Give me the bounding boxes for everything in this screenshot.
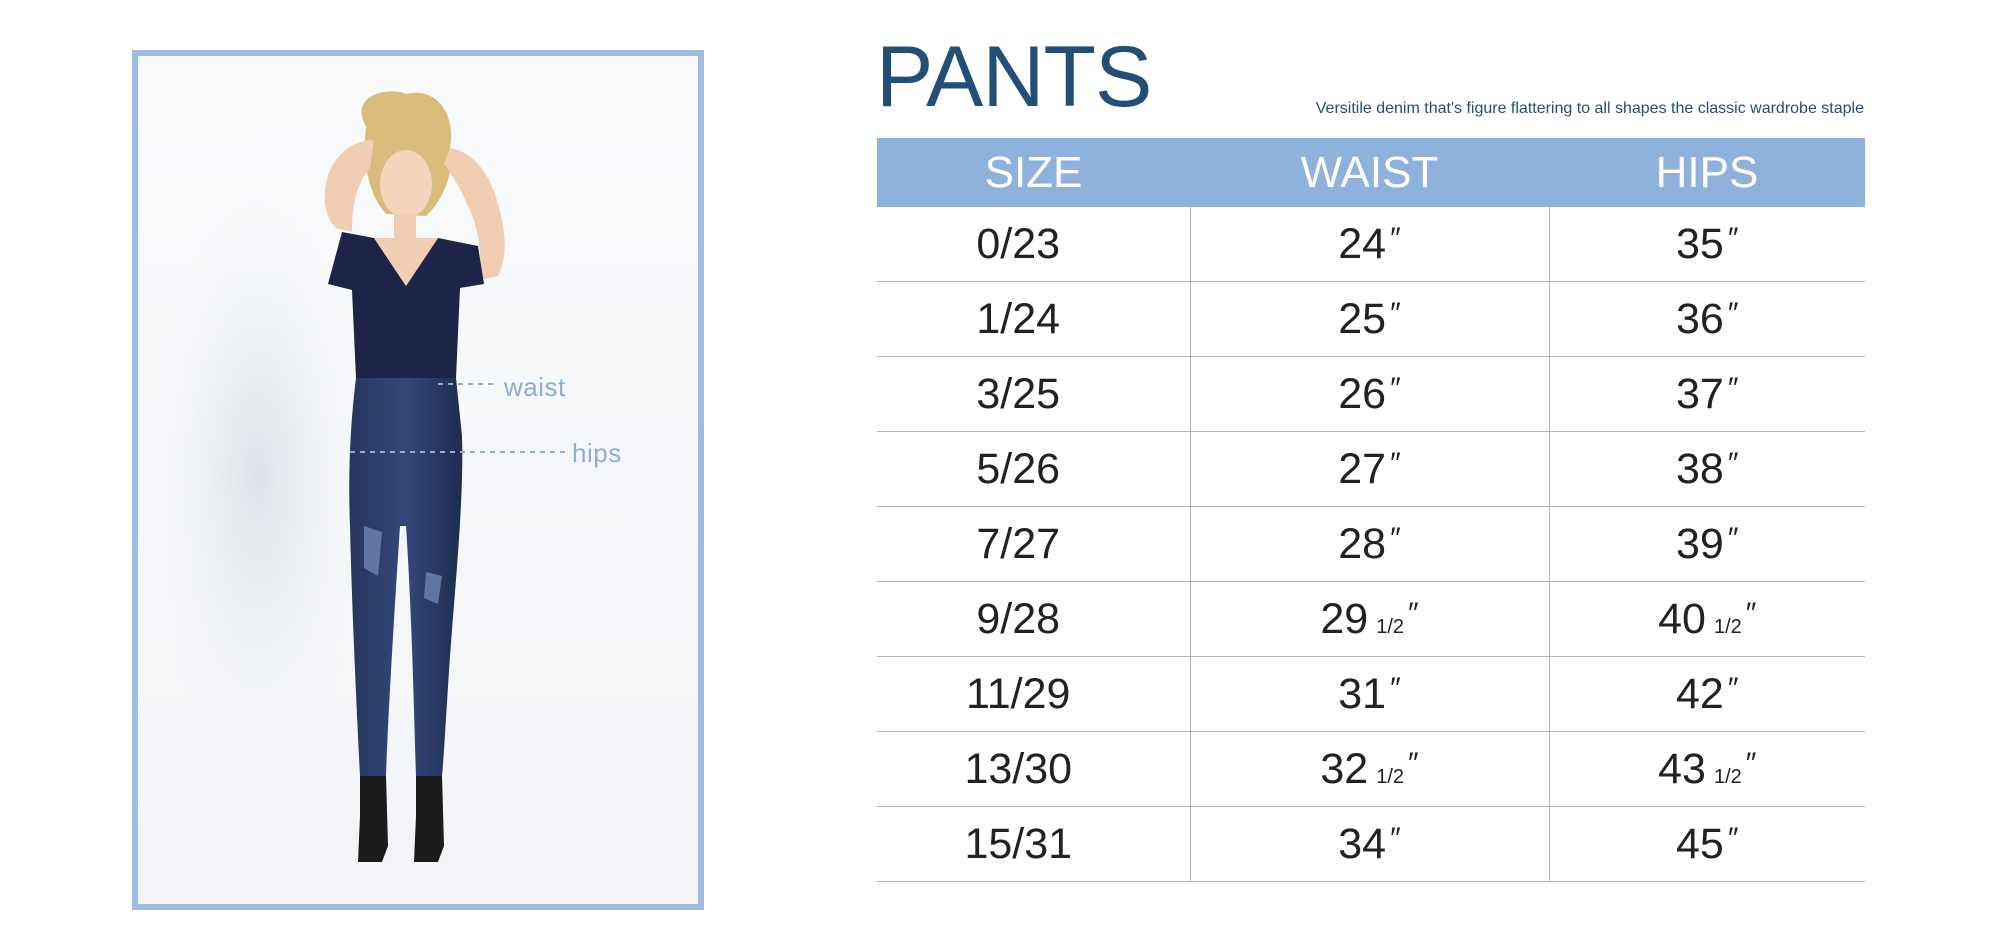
table-row [877, 207, 1865, 282]
waist-value: 25 [1338, 294, 1387, 343]
waist-cell [1190, 357, 1549, 432]
size-cell: 0/23 [877, 207, 1190, 282]
hips-value: 45 [1676, 819, 1724, 868]
size-cell: 15/31 [877, 807, 1190, 882]
waist-value: 32 [1320, 744, 1369, 793]
hips-value: 35 [1676, 219, 1724, 268]
column-header-size: SIZE [877, 138, 1190, 207]
hips-cell [1549, 432, 1865, 507]
waist-value: 28 [1338, 519, 1387, 568]
hips-value: 37 [1676, 369, 1724, 418]
table-row [877, 507, 1865, 582]
inch-mark: ″ [1390, 821, 1401, 855]
size-cell: 9/28 [877, 582, 1190, 657]
waist-value: 29 [1320, 594, 1369, 643]
waist-value: 31 [1338, 669, 1387, 718]
waist-cell [1190, 282, 1549, 357]
table-row [877, 732, 1865, 807]
inch-mark: ″ [1727, 221, 1739, 255]
column-header-hips: HIPS [1549, 138, 1865, 207]
size-cell: 3/25 [877, 357, 1190, 432]
hips-cell [1549, 207, 1865, 282]
table-row [877, 432, 1865, 507]
hips-cell [1549, 507, 1865, 582]
hips-cell [1549, 357, 1865, 432]
hips-cell [1549, 282, 1865, 357]
inch-mark: ″ [1727, 521, 1739, 555]
inch-mark: ″ [1390, 521, 1401, 555]
waist-value: 27 [1338, 444, 1387, 493]
page-subtitle: Versitile denim that's figure flattering to all shapes the classic wardrobe staple [1315, 100, 1864, 117]
size-cell: 5/26 [877, 432, 1190, 507]
page-title: PANTS [876, 29, 1152, 125]
hips-cell [1549, 807, 1865, 882]
hips-cell [1549, 657, 1865, 732]
size-cell: 1/24 [877, 282, 1190, 357]
inch-mark: ″ [1727, 446, 1739, 480]
hips-value: 40 [1658, 594, 1706, 643]
waist-fraction: 1/2 [1376, 765, 1405, 788]
inch-mark: ″ [1727, 371, 1739, 405]
hips-value: 39 [1676, 519, 1724, 568]
waist-cell [1190, 507, 1549, 582]
waist-value: 24 [1338, 219, 1387, 268]
inch-mark: ″ [1745, 596, 1757, 630]
waist-measure-label: waist [504, 372, 566, 402]
waist-cell [1190, 807, 1549, 882]
waist-value: 34 [1338, 819, 1387, 868]
waist-cell [1190, 207, 1549, 282]
hips-value: 42 [1676, 669, 1724, 718]
model-photo [138, 56, 698, 904]
hips-cell [1549, 582, 1865, 657]
inch-mark: ″ [1408, 596, 1419, 630]
inch-mark: ″ [1727, 296, 1739, 330]
inch-mark: ″ [1408, 746, 1419, 780]
table-row [877, 282, 1865, 357]
waist-cell [1190, 732, 1549, 807]
waist-value: 26 [1338, 369, 1387, 418]
hips-fraction: 1/2 [1713, 615, 1742, 638]
size-cell: 13/30 [877, 732, 1190, 807]
inch-mark: ″ [1390, 446, 1401, 480]
table-row [877, 357, 1865, 432]
waist-cell [1190, 657, 1549, 732]
hips-value: 36 [1676, 294, 1724, 343]
waist-cell [1190, 582, 1549, 657]
hips-fraction: 1/2 [1713, 765, 1742, 788]
inch-mark: ″ [1390, 671, 1401, 705]
size-cell: 7/27 [877, 507, 1190, 582]
inch-mark: ″ [1390, 221, 1401, 255]
column-header-waist: WAIST [1190, 138, 1549, 207]
table-row [877, 807, 1865, 882]
table-header-row [877, 138, 1865, 207]
hips-measure-label: hips [572, 438, 622, 468]
inch-mark: ″ [1727, 821, 1739, 855]
size-chart-table [877, 138, 1865, 882]
size-rows [877, 207, 1865, 882]
waist-fraction: 1/2 [1376, 615, 1405, 638]
hips-cell [1549, 732, 1865, 807]
inch-mark: ″ [1727, 671, 1739, 705]
size-cell: 11/29 [877, 657, 1190, 732]
inch-mark: ″ [1745, 746, 1757, 780]
model-photo-frame [132, 50, 704, 910]
inch-mark: ″ [1390, 296, 1401, 330]
hips-value: 43 [1658, 744, 1706, 793]
table-row [877, 657, 1865, 732]
table-row [877, 582, 1865, 657]
inch-mark: ″ [1390, 371, 1401, 405]
waist-cell [1190, 432, 1549, 507]
hips-value: 38 [1676, 444, 1724, 493]
